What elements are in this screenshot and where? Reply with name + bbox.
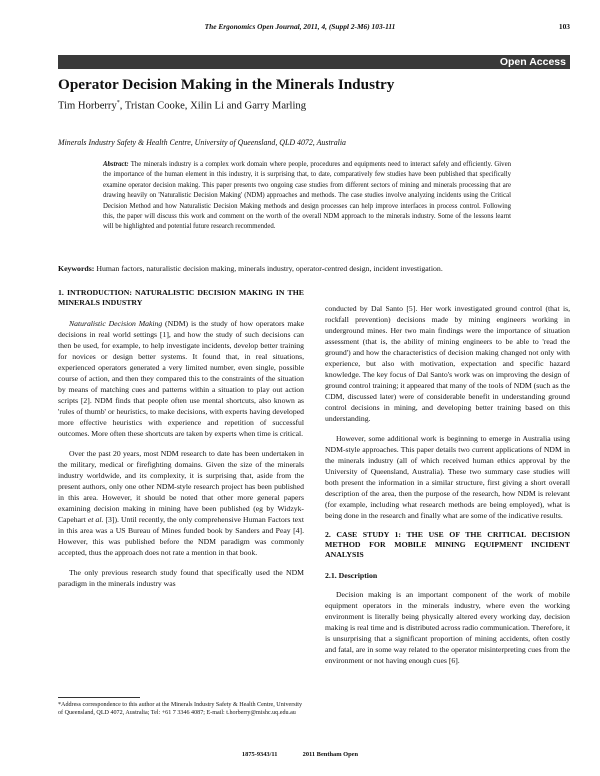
left-column (58, 288, 304, 598)
keywords (58, 264, 578, 273)
journal-header: The Ergonomics Open Journal, 2011, 4, (Suppl 2-M6) 103-111 (204, 22, 396, 31)
publisher-copyright: 2011 Bentham Open (302, 751, 359, 758)
section-2-heading: 2. CASE STUDY 1: THE USE OF THE CRITICAL DECISION METHOD FOR MOBILE MINING EQUIPMENT INCIDENT ANALYSIS (325, 530, 570, 559)
issn: 1875-9343/11 (241, 751, 278, 758)
paper-title: Operator Decision Making in the Minerals Industry (58, 76, 395, 93)
first-author: Tim Horberry (58, 100, 117, 112)
keywords-label: Keywords: (58, 264, 95, 273)
intro-paragraph-4: However, some additional work is beginning to emerge in Australia using NDM-style approaches. This paper details two current applications of NDM in the minerals industry (all of which received human ethics approval by the University of Queensland, Australia). These two summary case studies will both present the information in a similar structure, first giving a short overall description of the area, then the purpose of the research, how NDM is relevant (for example, including what research methods are being employed), what is being done in the research and finally what are some of the indicative results. (325, 434, 570, 520)
intro-paragraph-3-continued: conducted by Dal Santo [5]. Her work investigated ground control (that is, rockfall prevention) decisions made by mining engineers working in underground mines. Her two main findings were the importance of situation assessment (that is, the ability of mining engineers to be able to 'read the ground') and how the characteristics of decision making changed not only with experience, but also with motivation, expectation and specific hazard knowledge. The key focus of Dal Santo's work was on improving the design of ground control training; it appeared that many of the tools of NDM (such as the CDM, discussed later) were of considerable benefit in understanding ground control decisions in mining, and developing better training based on this understanding. (325, 304, 570, 423)
abstract (103, 160, 511, 233)
other-authors: , Tristan Cooke, Xilin Li and Garry Marling (119, 100, 307, 112)
right-column (325, 303, 570, 675)
footnote-rule (58, 697, 140, 698)
subsection-2-1-heading: 2.1. Description (325, 571, 378, 580)
corresponding-author-mark: * (116, 100, 120, 106)
abstract-label: Abstract: (103, 161, 129, 168)
keywords-text: Human factors, naturalistic decision making, minerals industry, operator-centred design, incident investigation. (96, 264, 443, 273)
open-access-label: Open Access (499, 56, 566, 68)
affiliation: Minerals Industry Safety & Health Centre, University of Queensland, QLD 4072, Australia (58, 138, 346, 147)
author-list (58, 100, 306, 112)
description-paragraph: Decision making is an important component of the work of mobile equipment operators in the minerals industry, where even the working environment is literally being physically altered every working day, decision making is real time and is distributed across radio communication. Therefore, it is unsurprising that a significant proportion of mining accidents, often costly and fatal, are in some way related to the operator misinterpreting cues from the environment or not having enough cues [6]. (325, 590, 570, 665)
page-footer (0, 751, 600, 758)
correspondence-footnote: *Address correspondence to this author at the Minerals Industry Safety & Health Centre, University of Queensland, QLD 4072, Australia; Tel: +61 7 3346 4087; E-mail: t.horberry@mishc.uq.edu.au (58, 702, 303, 717)
intro-paragraph-3: The only previous research study found that specifically used the NDM paradigm in the minerals industry was (58, 568, 304, 588)
intro-paragraph-2: Over the past 20 years, most NDM research to date has been undertaken in the military, medical or firefighting domains. Given the size of the minerals industry worldwide, and its complexity, it is surprising that, aside from the present authors, only one other NDM-style research project has been published in this area. However, it should be noted that other more general papers examining decision making in mining have been published (eg by Widzyk-Capehart et al. [3]). Until recently, the only comprehensive Human Factors text in this area was a US Bureau of Mines funded book by Sanders and Peay [4]. However, this was published before the NDM paradigm was commonly accepted, thus the approach does not rate a mention in that book. (58, 449, 305, 557)
section-1-heading: 1. INTRODUCTION: NATURALISTIC DECISION MAKING IN THE MINERALS INDUSTRY (58, 288, 304, 307)
ndm-term: Naturalistic Decision Making (69, 319, 163, 328)
open-access-banner (58, 55, 570, 69)
intro-paragraph-1: Naturalistic Decision Making (NDM) is the study of how operators make decisions in real world settings [1], and how the study of such decisions can then be used, for example, to help investigate incidents, develop better training for novices or design better systems. It found that, in real situations, experienced operators generated a very limited number, even single, possible course of action, and then they compared this to the constraints of the situation by means of matching cues and patterns within a situation to play out action scripts [2]. NDM finds that people often use mental shortcuts, also known as 'rules of thumb' or heuristics, to make decisions, with experts having developed more effective heuristics with experience and repetition of successful outcomes. More often these shortcuts are taken by experts when time is critical. (58, 319, 304, 438)
page-number: 103 (558, 22, 570, 31)
abstract-text: The minerals industry is a complex work domain where people, procedures and equipments need to interact safely and efficiently. Given the importance of the human element in this industry, it is surprising that, to date, comparatively few studies have been published that specifically examine operator decision making. This paper presents two ongoing case studies from different sectors of mining and minerals processing that are drawing heavily on 'Naturalistic Decision Making' (NDM) approaches and methods. The case studies involve analyzing incidents using the Critical Decision Method and how Naturalistic Decision Making methods and design processes can help improve interfaces in process control. Following this, the paper will discuss this work and comment on the worth of the overall NDM approach to the minerals industry. Some of the lessons learnt will be highlighted and potential future research recommended. (103, 161, 511, 231)
